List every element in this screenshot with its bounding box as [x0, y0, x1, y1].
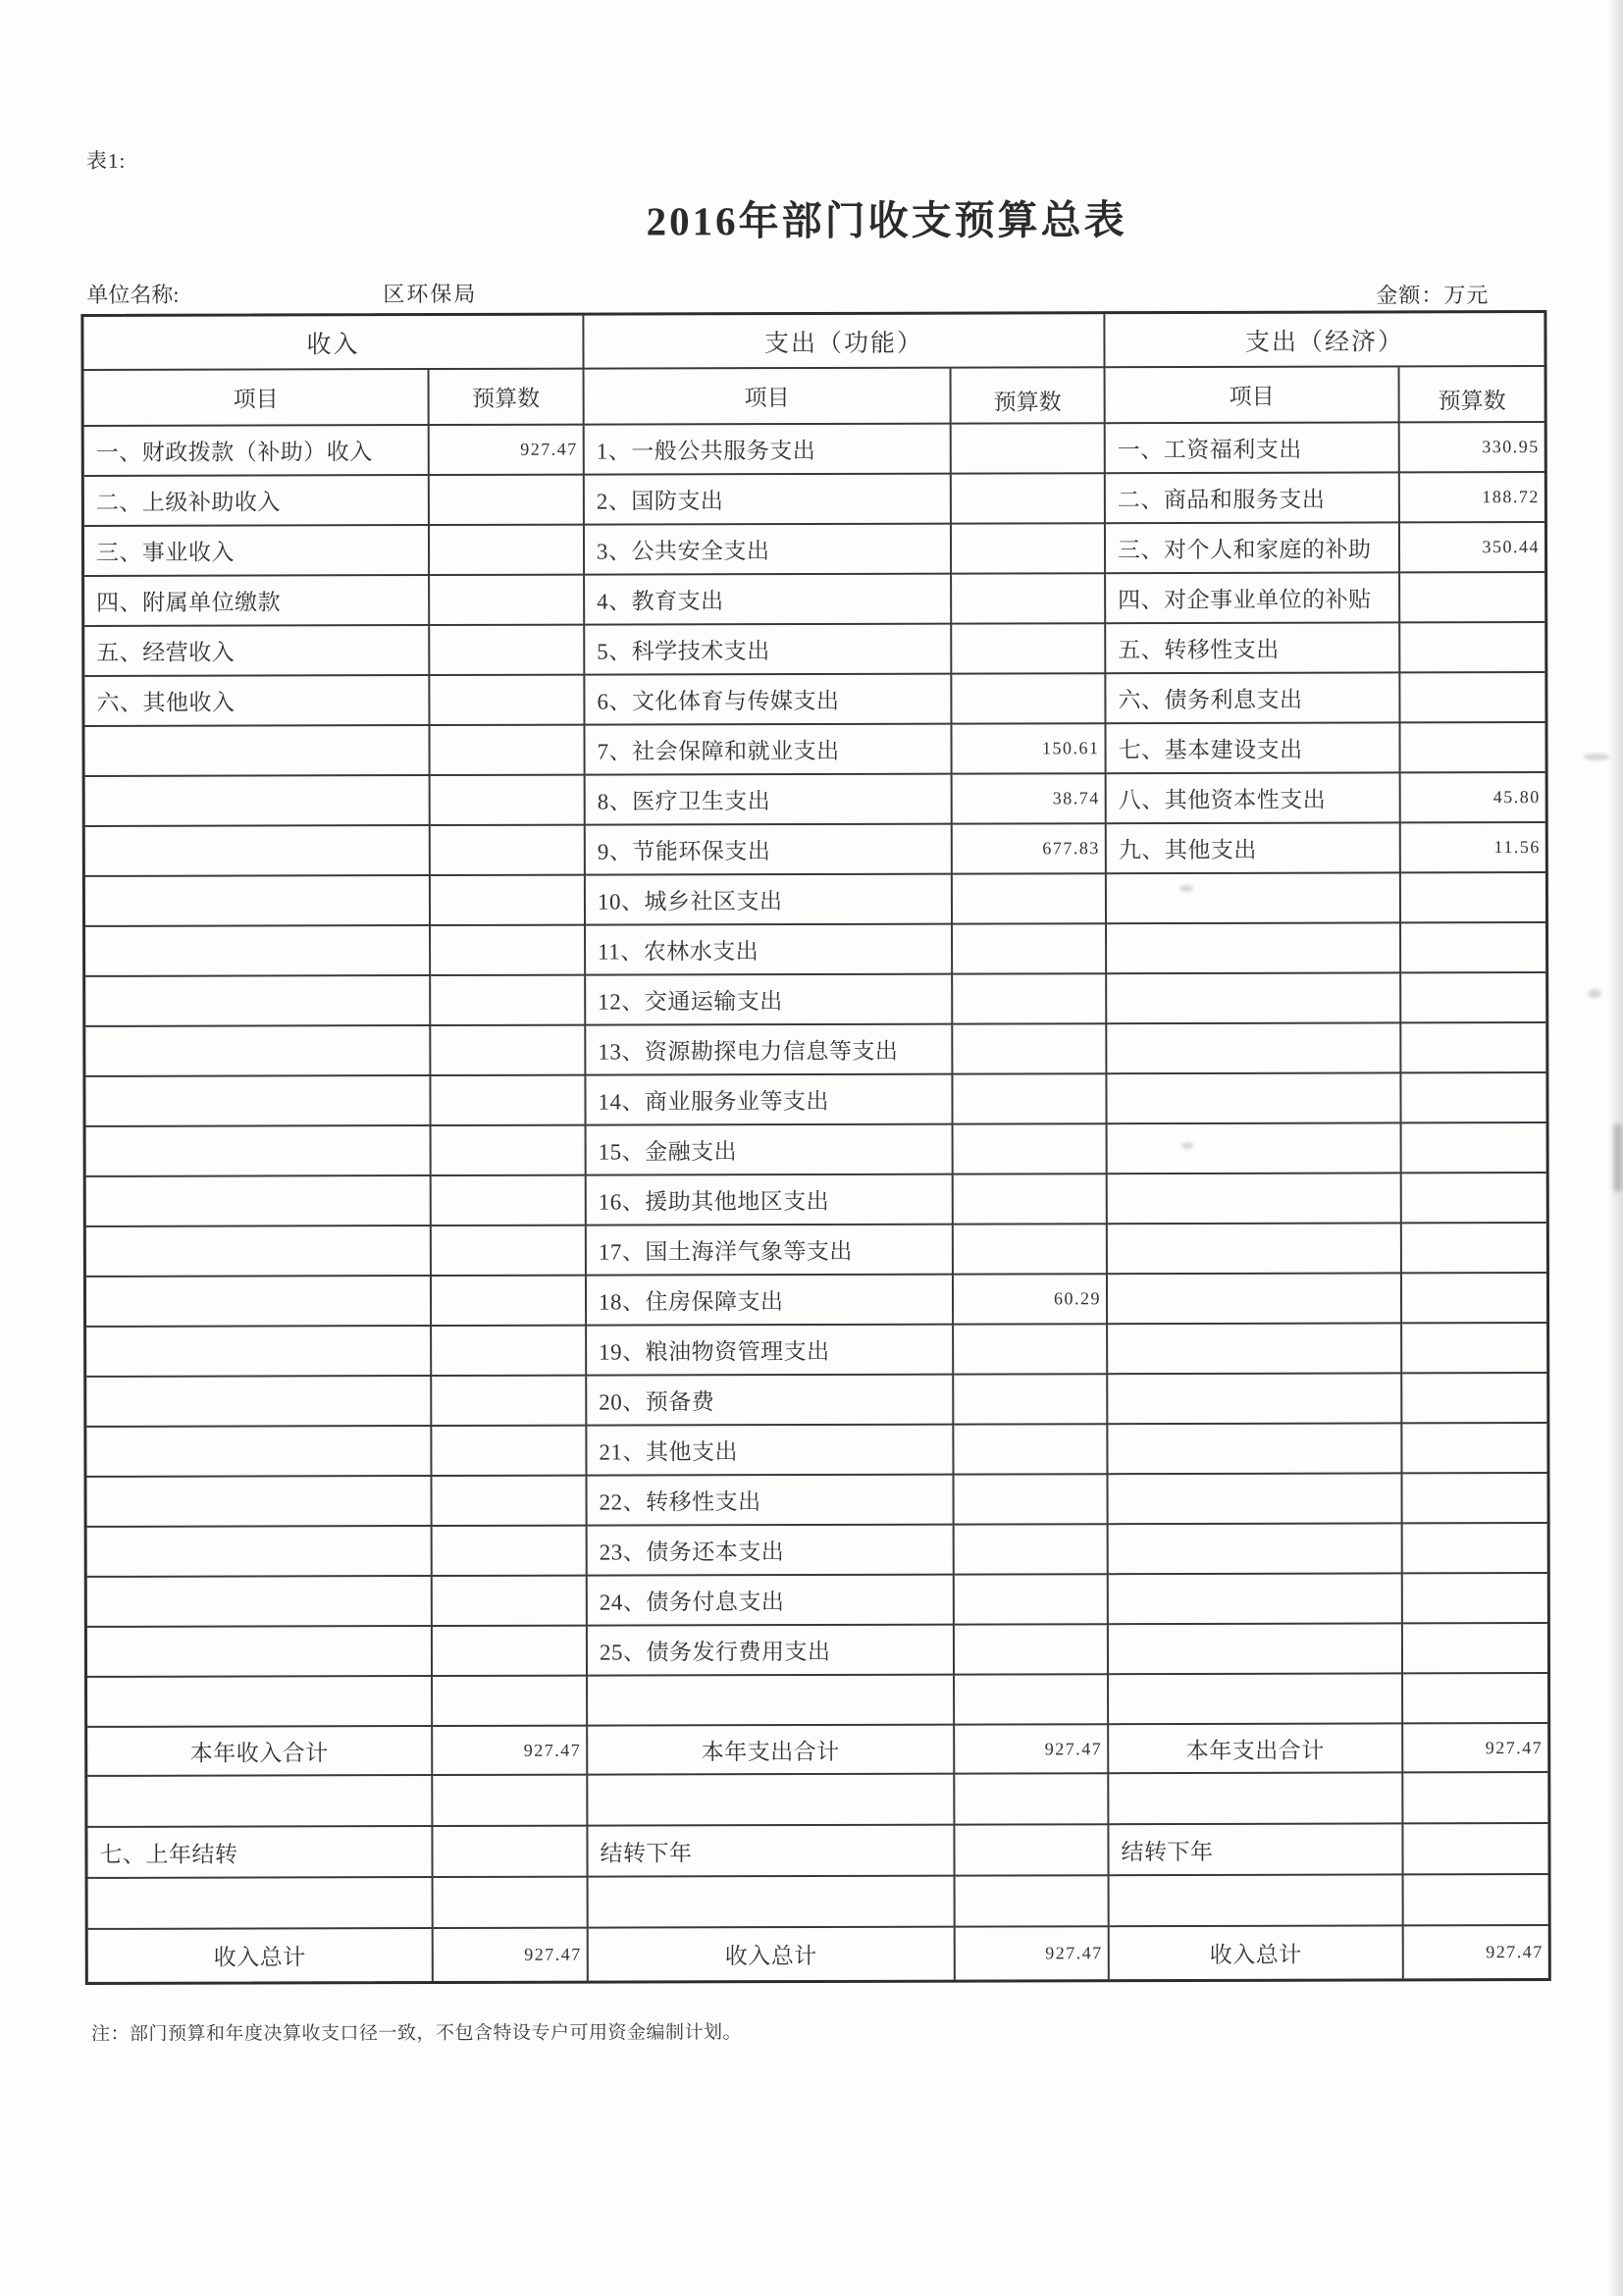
budget-amount-cell — [954, 1325, 1108, 1375]
budget-item-cell: 八、其他资本性支出 — [1107, 773, 1401, 824]
budget-amount-cell — [433, 1827, 588, 1878]
budget-item-cell — [86, 1176, 432, 1227]
budget-amount-cell — [953, 1074, 1107, 1124]
budget-item-cell: 9、节能环保支出 — [586, 825, 953, 876]
budget-item-cell — [1109, 1524, 1403, 1575]
budget-amount-cell: 60.29 — [954, 1275, 1108, 1325]
budget-item-cell: 本年支出合计 — [588, 1726, 955, 1776]
budget-amount-cell: 350.44 — [1400, 523, 1544, 573]
budget-item-cell — [85, 826, 431, 877]
budget-item-cell: 五、经营收入 — [84, 626, 430, 677]
budget-item-cell: 七、基本建设支出 — [1106, 723, 1400, 774]
budget-item-cell — [85, 1076, 431, 1127]
budget-item-cell — [87, 1627, 433, 1678]
budget-amount-cell — [1402, 1374, 1546, 1424]
budget-amount-cell — [956, 1876, 1110, 1927]
budget-item-cell: 一、工资福利支出 — [1106, 423, 1400, 474]
budget-item-cell — [1110, 1875, 1404, 1927]
budget-item-cell: 结转下年 — [588, 1826, 955, 1878]
budget-item-cell — [86, 1277, 432, 1328]
budget-item-cell: 本年支出合计 — [1109, 1724, 1403, 1774]
budget-item-cell: 17、国土海洋气象等支出 — [587, 1226, 954, 1277]
budget-amount-cell — [954, 1124, 1108, 1174]
budget-item-cell — [1108, 1224, 1402, 1275]
budget-item-cell: 19、粮油物资管理支出 — [587, 1326, 954, 1377]
budget-amount-cell — [1400, 573, 1544, 623]
budget-amount-cell: 330.95 — [1400, 423, 1544, 473]
budget-table — [80, 310, 1550, 1985]
budget-amount-cell: 11.56 — [1401, 823, 1545, 873]
budget-item-cell — [1107, 1073, 1401, 1124]
budget-item-cell: 二、上级补助收入 — [84, 476, 430, 527]
budget-item-cell — [588, 1775, 955, 1827]
budget-amount-cell — [1403, 1824, 1547, 1875]
budget-amount-cell — [430, 526, 585, 576]
budget-amount-cell — [955, 1575, 1109, 1625]
budget-item-cell — [588, 1676, 955, 1727]
budget-amount-cell — [1402, 1274, 1546, 1324]
budget-item-cell: 2、国防支出 — [585, 475, 952, 526]
section-header-revenue: 收入 — [83, 316, 584, 371]
budget-amount-cell — [955, 1774, 1109, 1825]
amount-unit-label: 金额：万元 — [1376, 283, 1490, 308]
budget-amount-cell: 927.47 — [433, 1727, 588, 1776]
budget-item-cell — [86, 1327, 432, 1378]
budget-item-cell: 三、对个人和家庭的补助 — [1106, 523, 1400, 574]
budget-amount-cell — [953, 1024, 1107, 1074]
budget-amount-cell — [431, 1026, 586, 1076]
budget-amount-cell — [433, 1577, 588, 1627]
budget-amount-cell — [431, 776, 586, 826]
budget-amount-cell — [1401, 1023, 1545, 1073]
budget-item-cell: 七、上年结转 — [87, 1827, 433, 1879]
budget-amount-cell — [1402, 1424, 1546, 1474]
budget-amount-cell: 927.47 — [430, 426, 585, 476]
budget-item-cell: 11、农林水支出 — [586, 925, 953, 976]
budget-amount-cell: 150.61 — [952, 724, 1106, 774]
budget-amount-cell — [432, 1377, 587, 1427]
budget-amount-cell — [1403, 1674, 1547, 1724]
budget-item-cell: 13、资源勘探电力信息等支出 — [586, 1025, 953, 1076]
budget-amount-cell — [431, 876, 586, 926]
budget-amount-cell — [432, 1126, 587, 1176]
budget-item-cell — [1107, 1023, 1401, 1074]
budget-item-cell: 收入总计 — [1110, 1926, 1404, 1979]
budget-amount-cell — [432, 1226, 587, 1277]
column-header-item: 项目 — [84, 370, 430, 427]
budget-item-cell: 二、商品和服务支出 — [1106, 473, 1400, 524]
budget-item-cell: 7、社会保障和就业支出 — [585, 725, 952, 776]
page-title: 2016年部门收支预算总表 — [646, 197, 1127, 244]
budget-item-cell: 一、财政拨款（补助）收入 — [84, 426, 430, 477]
budget-amount-cell — [430, 626, 585, 676]
budget-item-cell — [85, 926, 431, 977]
budget-item-cell — [589, 1877, 956, 1929]
budget-item-cell: 六、其他收入 — [84, 676, 430, 727]
budget-item-cell — [87, 1577, 433, 1628]
budget-amount-cell — [952, 624, 1106, 674]
budget-amount-cell — [432, 1327, 587, 1377]
budget-item-cell — [1107, 973, 1401, 1024]
budget-item-cell — [88, 1878, 434, 1930]
budget-amount-cell — [433, 1776, 588, 1827]
section-header-expenditure-economic: 支出（经济） — [1105, 313, 1544, 368]
budget-item-cell: 21、其他支出 — [587, 1426, 954, 1477]
budget-item-cell: 15、金融支出 — [587, 1125, 954, 1176]
budget-amount-cell: 927.47 — [1486, 1942, 1544, 1962]
budget-amount-cell — [1402, 1123, 1546, 1174]
budget-amount-cell — [952, 674, 1106, 724]
section-header-expenditure-function: 支出（功能） — [584, 314, 1105, 369]
budget-amount-cell — [953, 874, 1107, 924]
budget-item-cell — [87, 1527, 433, 1578]
budget-item-cell: 3、公共安全支出 — [585, 525, 952, 576]
budget-item-cell: 23、债务还本支出 — [588, 1526, 955, 1577]
budget-item-cell: 本年收入合计 — [87, 1727, 433, 1777]
budget-item-cell — [87, 1677, 433, 1728]
budget-amount-cell — [1402, 1474, 1546, 1524]
budget-amount-cell — [1401, 873, 1545, 923]
budget-item-cell: 24、债务付息支出 — [588, 1576, 955, 1627]
budget-amount-cell — [432, 1277, 587, 1327]
budget-item-cell: 18、住房保障支出 — [587, 1276, 954, 1327]
budget-amount-cell — [432, 1176, 587, 1226]
budget-item-cell — [1109, 1574, 1403, 1625]
budget-item-cell — [1108, 1374, 1402, 1425]
budget-item-cell — [1109, 1773, 1403, 1825]
budget-amount-cell — [430, 576, 585, 626]
budget-amount-cell — [954, 1174, 1108, 1225]
footnote: 注：部门预算和年度决算收支口径一致，不包含特设专户可用资金编制计划。 — [90, 2022, 743, 2045]
budget-item-cell: 12、交通运输支出 — [586, 975, 953, 1026]
budget-amount-cell — [954, 1225, 1108, 1275]
unit-name-label: 单位名称: — [86, 282, 180, 307]
unit-name-value: 区环保局 — [383, 281, 478, 307]
budget-item-cell — [1108, 1123, 1402, 1174]
budget-amount-cell — [1402, 1224, 1546, 1274]
column-header-budget: 预算数 — [430, 370, 585, 426]
budget-amount-cell — [952, 574, 1106, 624]
budget-item-cell — [1107, 923, 1401, 974]
budget-item-cell — [85, 1026, 431, 1077]
budget-amount-cell — [432, 1427, 587, 1477]
budget-item-cell: 5、科学技术支出 — [585, 625, 952, 676]
budget-item-cell — [1108, 1324, 1402, 1375]
budget-amount-cell — [434, 1878, 589, 1929]
column-header-budget: 预算数 — [1400, 367, 1544, 423]
budget-item-cell: 8、医疗卫生支出 — [586, 775, 953, 826]
budget-item-cell: 4、教育支出 — [585, 575, 952, 626]
budget-amount-cell — [954, 1375, 1108, 1425]
budget-item-cell: 三、事业收入 — [84, 526, 430, 577]
column-header-budget: 预算数 — [952, 368, 1106, 424]
budget-amount-cell — [431, 826, 586, 876]
budget-item-cell — [1108, 1424, 1402, 1475]
budget-item-cell — [86, 1226, 432, 1278]
budget-item-cell: 22、转移性支出 — [587, 1476, 954, 1527]
budget-item-cell: 16、援助其他地区支出 — [587, 1175, 954, 1226]
budget-amount-cell — [1400, 723, 1544, 773]
budget-amount-cell — [431, 926, 586, 976]
budget-amount-cell — [1401, 923, 1545, 973]
budget-item-cell: 结转下年 — [1109, 1824, 1403, 1876]
budget-amount-cell — [1401, 1073, 1545, 1123]
budget-amount-cell — [430, 726, 585, 776]
budget-item-cell: 6、文化体育与传媒支出 — [585, 675, 952, 726]
budget-item-cell — [85, 776, 431, 827]
budget-amount-cell — [431, 976, 586, 1026]
budget-item-cell — [86, 1427, 432, 1478]
budget-amount-cell — [954, 1475, 1108, 1525]
budget-amount-cell — [430, 676, 585, 726]
budget-item-cell: 六、债务利息支出 — [1106, 673, 1400, 724]
column-header-item: 项目 — [1106, 367, 1400, 424]
budget-amount-cell — [430, 476, 585, 526]
budget-amount-cell — [432, 1477, 587, 1527]
budget-item-cell — [1108, 1174, 1402, 1225]
budget-amount-cell: 927.47 — [956, 1927, 1110, 1979]
budget-amount-cell — [1400, 623, 1544, 673]
budget-amount-cell — [1401, 973, 1545, 1023]
budget-item-cell — [1109, 1624, 1403, 1675]
budget-amount-cell: 677.83 — [953, 824, 1107, 874]
budget-item-cell: 四、对企事业单位的补贴 — [1106, 573, 1400, 624]
budget-item-cell: 五、转移性支出 — [1106, 623, 1400, 674]
budget-amount-cell — [433, 1627, 588, 1677]
budget-item-cell: 14、商业服务业等支出 — [586, 1075, 953, 1126]
budget-amount-cell — [1404, 1875, 1548, 1926]
budget-item-cell — [87, 1776, 433, 1828]
budget-amount-cell — [955, 1675, 1109, 1725]
budget-amount-cell — [952, 474, 1106, 524]
budget-item-cell — [1107, 873, 1401, 924]
budget-amount-cell: 38.74 — [953, 774, 1107, 824]
budget-item-cell — [84, 726, 430, 777]
budget-amount-cell: 188.72 — [1400, 473, 1544, 523]
budget-amount-cell — [1403, 1524, 1547, 1574]
budget-amount-cell — [1403, 1773, 1547, 1824]
budget-item-cell: 收入总计 — [589, 1928, 956, 1981]
table-number-label: 表1: — [85, 148, 127, 173]
budget-amount-cell — [1402, 1174, 1546, 1224]
budget-item-cell — [1109, 1674, 1403, 1725]
budget-amount-cell — [953, 924, 1107, 974]
budget-item-cell: 1、一般公共服务支出 — [585, 425, 952, 476]
budget-amount-cell — [952, 424, 1106, 474]
budget-amount-cell — [954, 1425, 1108, 1475]
budget-amount-cell — [955, 1625, 1109, 1675]
budget-amount-cell — [953, 974, 1107, 1024]
budget-amount-cell — [1403, 1624, 1547, 1674]
budget-item-cell: 收入总计 — [88, 1929, 434, 1982]
budget-item-cell — [85, 976, 431, 1027]
budget-amount-cell — [433, 1677, 588, 1727]
budget-amount-cell — [1402, 1324, 1546, 1374]
budget-amount-cell — [431, 1076, 586, 1126]
budget-amount-cell — [955, 1525, 1109, 1575]
column-header-item: 项目 — [585, 369, 952, 426]
budget-amount-cell — [955, 1825, 1109, 1876]
budget-amount-cell: 927.47 — [955, 1725, 1109, 1774]
budget-item-cell — [86, 1377, 432, 1428]
budget-item-cell — [1108, 1274, 1402, 1325]
budget-amount-cell — [952, 524, 1106, 574]
budget-item-cell: 10、城乡社区支出 — [586, 875, 953, 926]
budget-item-cell: 20、预备费 — [587, 1376, 954, 1427]
budget-amount-cell: 927.47 — [1403, 1724, 1547, 1773]
budget-amount-cell — [1400, 673, 1544, 723]
budget-amount-cell — [433, 1527, 588, 1577]
budget-item-cell — [86, 1477, 432, 1528]
budget-item-cell — [86, 1126, 432, 1177]
budget-amount-cell: 45.80 — [1401, 773, 1545, 823]
budget-amount-cell — [1403, 1574, 1547, 1624]
budget-item-cell — [85, 876, 431, 927]
budget-item-cell: 25、债务发行费用支出 — [588, 1626, 955, 1677]
budget-item-cell: 九、其他支出 — [1107, 823, 1401, 874]
budget-amount-cell: 927.47 — [434, 1929, 589, 1981]
budget-item-cell: 四、附属单位缴款 — [84, 576, 430, 627]
budget-item-cell — [1108, 1474, 1402, 1525]
